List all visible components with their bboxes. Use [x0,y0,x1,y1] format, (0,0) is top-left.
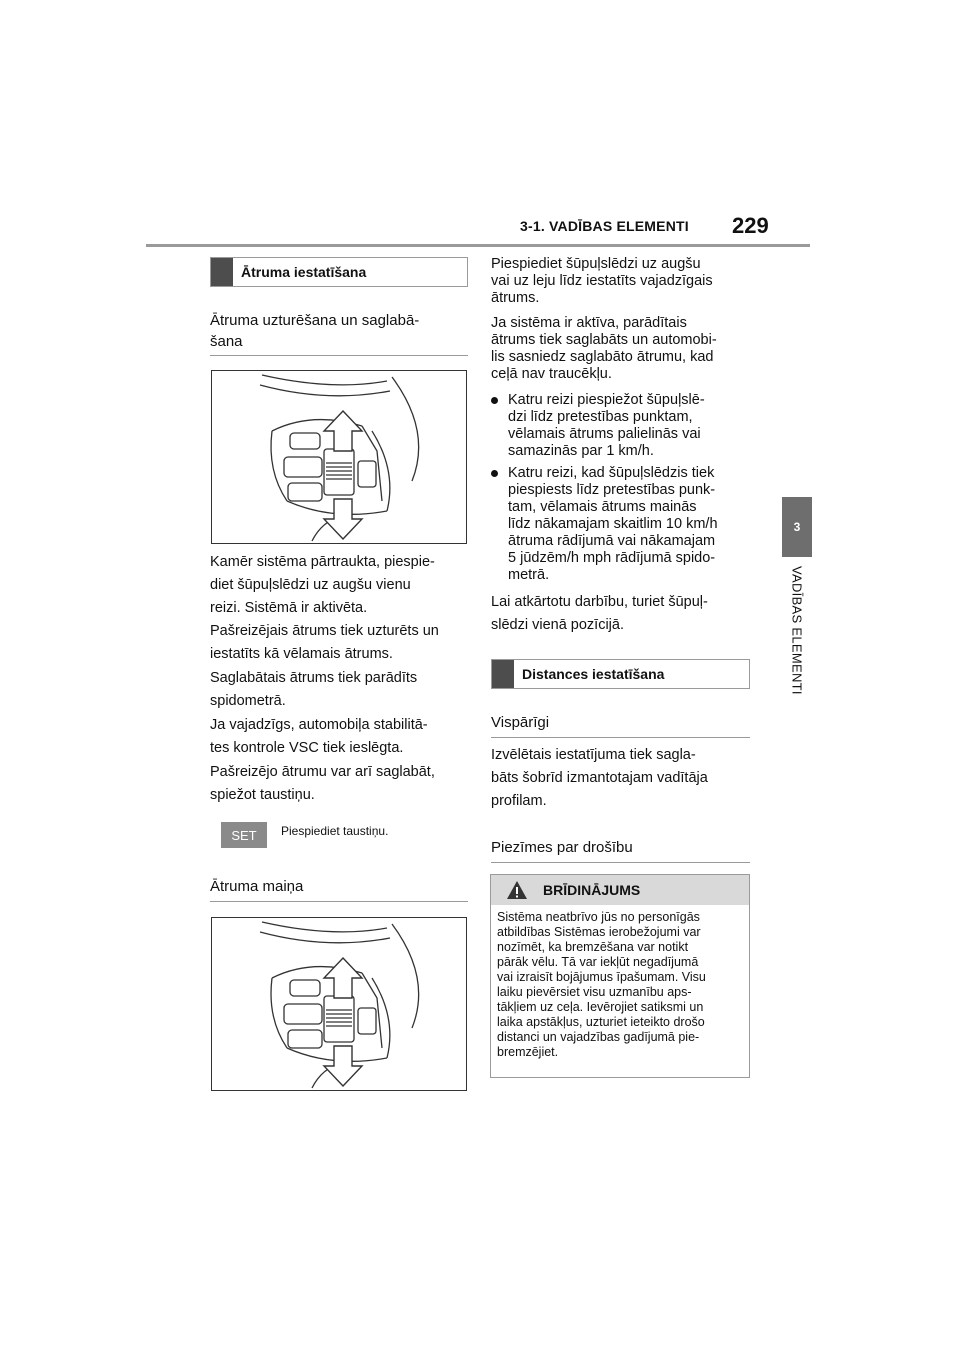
bullet-item-10kmh [491,465,753,587]
paragraph-vsc: Ja vajadzīgs, automobiļa stabilitā- tes kontrole VSC tiek ieslēgta. [210,717,428,756]
paragraph-save-key: Pašreizējo ātrumu var arī saglabāt, spiežot taustiņu. [210,764,435,803]
subheading-speed-hold: Ātruma uzturēšana un saglabā- šana [210,310,468,356]
bullet-item-1kmh [491,392,753,462]
section-heading-bar [492,660,514,688]
paragraph-repeat: Lai atkārtotu darbību, turiet šūpuļ- slēdzi vienā pozīcijā. [491,594,708,633]
paragraph-profile: Izvēlētais iestatījuma tiek sagla- bāts šobrīd izmantotajam vadītāja profilam. [491,747,708,809]
set-button-description: Piespiediet taustiņu. [281,824,389,838]
steering-wheel-illustration [212,371,466,543]
section-heading-text: Distances iestatīšana [522,666,665,682]
warning-triangle-icon [506,880,528,900]
warning-title: BRĪDINĀJUMS [543,882,641,898]
paragraph-system-active: Ja sistēma ir aktīva, parādītais ātrums tiek saglabāts un automobi- lis sasniedz saglabāto ātrumu, kad ceļā nav traucēkļu. [491,315,717,382]
subheading-general: Vispārīgi [491,712,750,738]
paragraph-activate: Kamēr sistēma pārtraukta, piespie- diet šūpuļslēdzi uz augšu vienu reizi. Sistēmā ir aktivēta. [210,554,435,616]
bullet-text: Katru reizi piespiežot šūpuļslē- dzi līdz pretestības punktam, vēlamais ātrums palielinās vai samazinās par 1 km/h. [508,392,705,459]
subheading-safety-notes: Piezīmes par drošību [491,837,750,863]
set-button-icon: SET [221,822,267,848]
section-heading-speed-setting [210,257,468,287]
running-header-section: 3-1. VADĪBAS ELEMENTI [520,218,689,234]
header-rule [146,244,810,247]
section-heading-text: Ātruma iestatīšana [241,264,367,280]
chapter-tab-label: VADĪBAS ELEMENTI [789,566,805,695]
chapter-tab-number: 3 [782,497,812,557]
section-heading-bar [211,258,233,286]
steering-switch-figure-1 [211,370,467,544]
steering-switch-figure-2 [211,917,467,1091]
paragraph-current-speed: Pašreizējais ātrums tiek uzturēts un iestatīts kā vēlamais ātrums. [210,623,439,662]
steering-wheel-illustration [212,918,466,1090]
subheading-speed-change: Ātruma maiņa [210,876,468,902]
bullet-dot-icon [491,470,498,477]
warning-text: Sistēma neatbrīvo jūs no personīgās atbildības Sistēmas ierobežojumi var nozīmēt, ka bremzēšana var notikt pārāk vēlu. Tā var iekļūt negadījumā vai izraisīt bojājumus īpašumam. Visu laiku pievērsiet visu uzmanību aps- tākļiem uz ceļa. Ievērojiet satiksmi un laika apstākļus, uzturiet ieteikto drošo distanci un vajadzības gadījumā pie- bremzējiet. [497,910,706,1059]
paragraph-saved-speed: Saglabātais ātrums tiek parādīts spidometrā. [210,670,418,709]
bullet-dot-icon [491,397,498,404]
warning-header [491,875,749,905]
paragraph-rocker-adjust: Piespiediet šūpuļslēdzi uz augšu vai uz leju līdz iestatīts vajadzīgais ātrums. [491,256,713,306]
section-heading-distance-setting [491,659,750,689]
page-number: 229 [732,213,769,238]
warning-box [490,874,750,1078]
bullet-text: Katru reizi, kad šūpuļslēdzis tiek piespiests līdz pretestības punk- tam, vēlamais ātrums mainās līdz nākamajam skaitlim 10 km/h ātruma rādījumā vai nākamajam 5 jūdzēm/h mph rādījumā spido- metrā. [508,465,718,583]
